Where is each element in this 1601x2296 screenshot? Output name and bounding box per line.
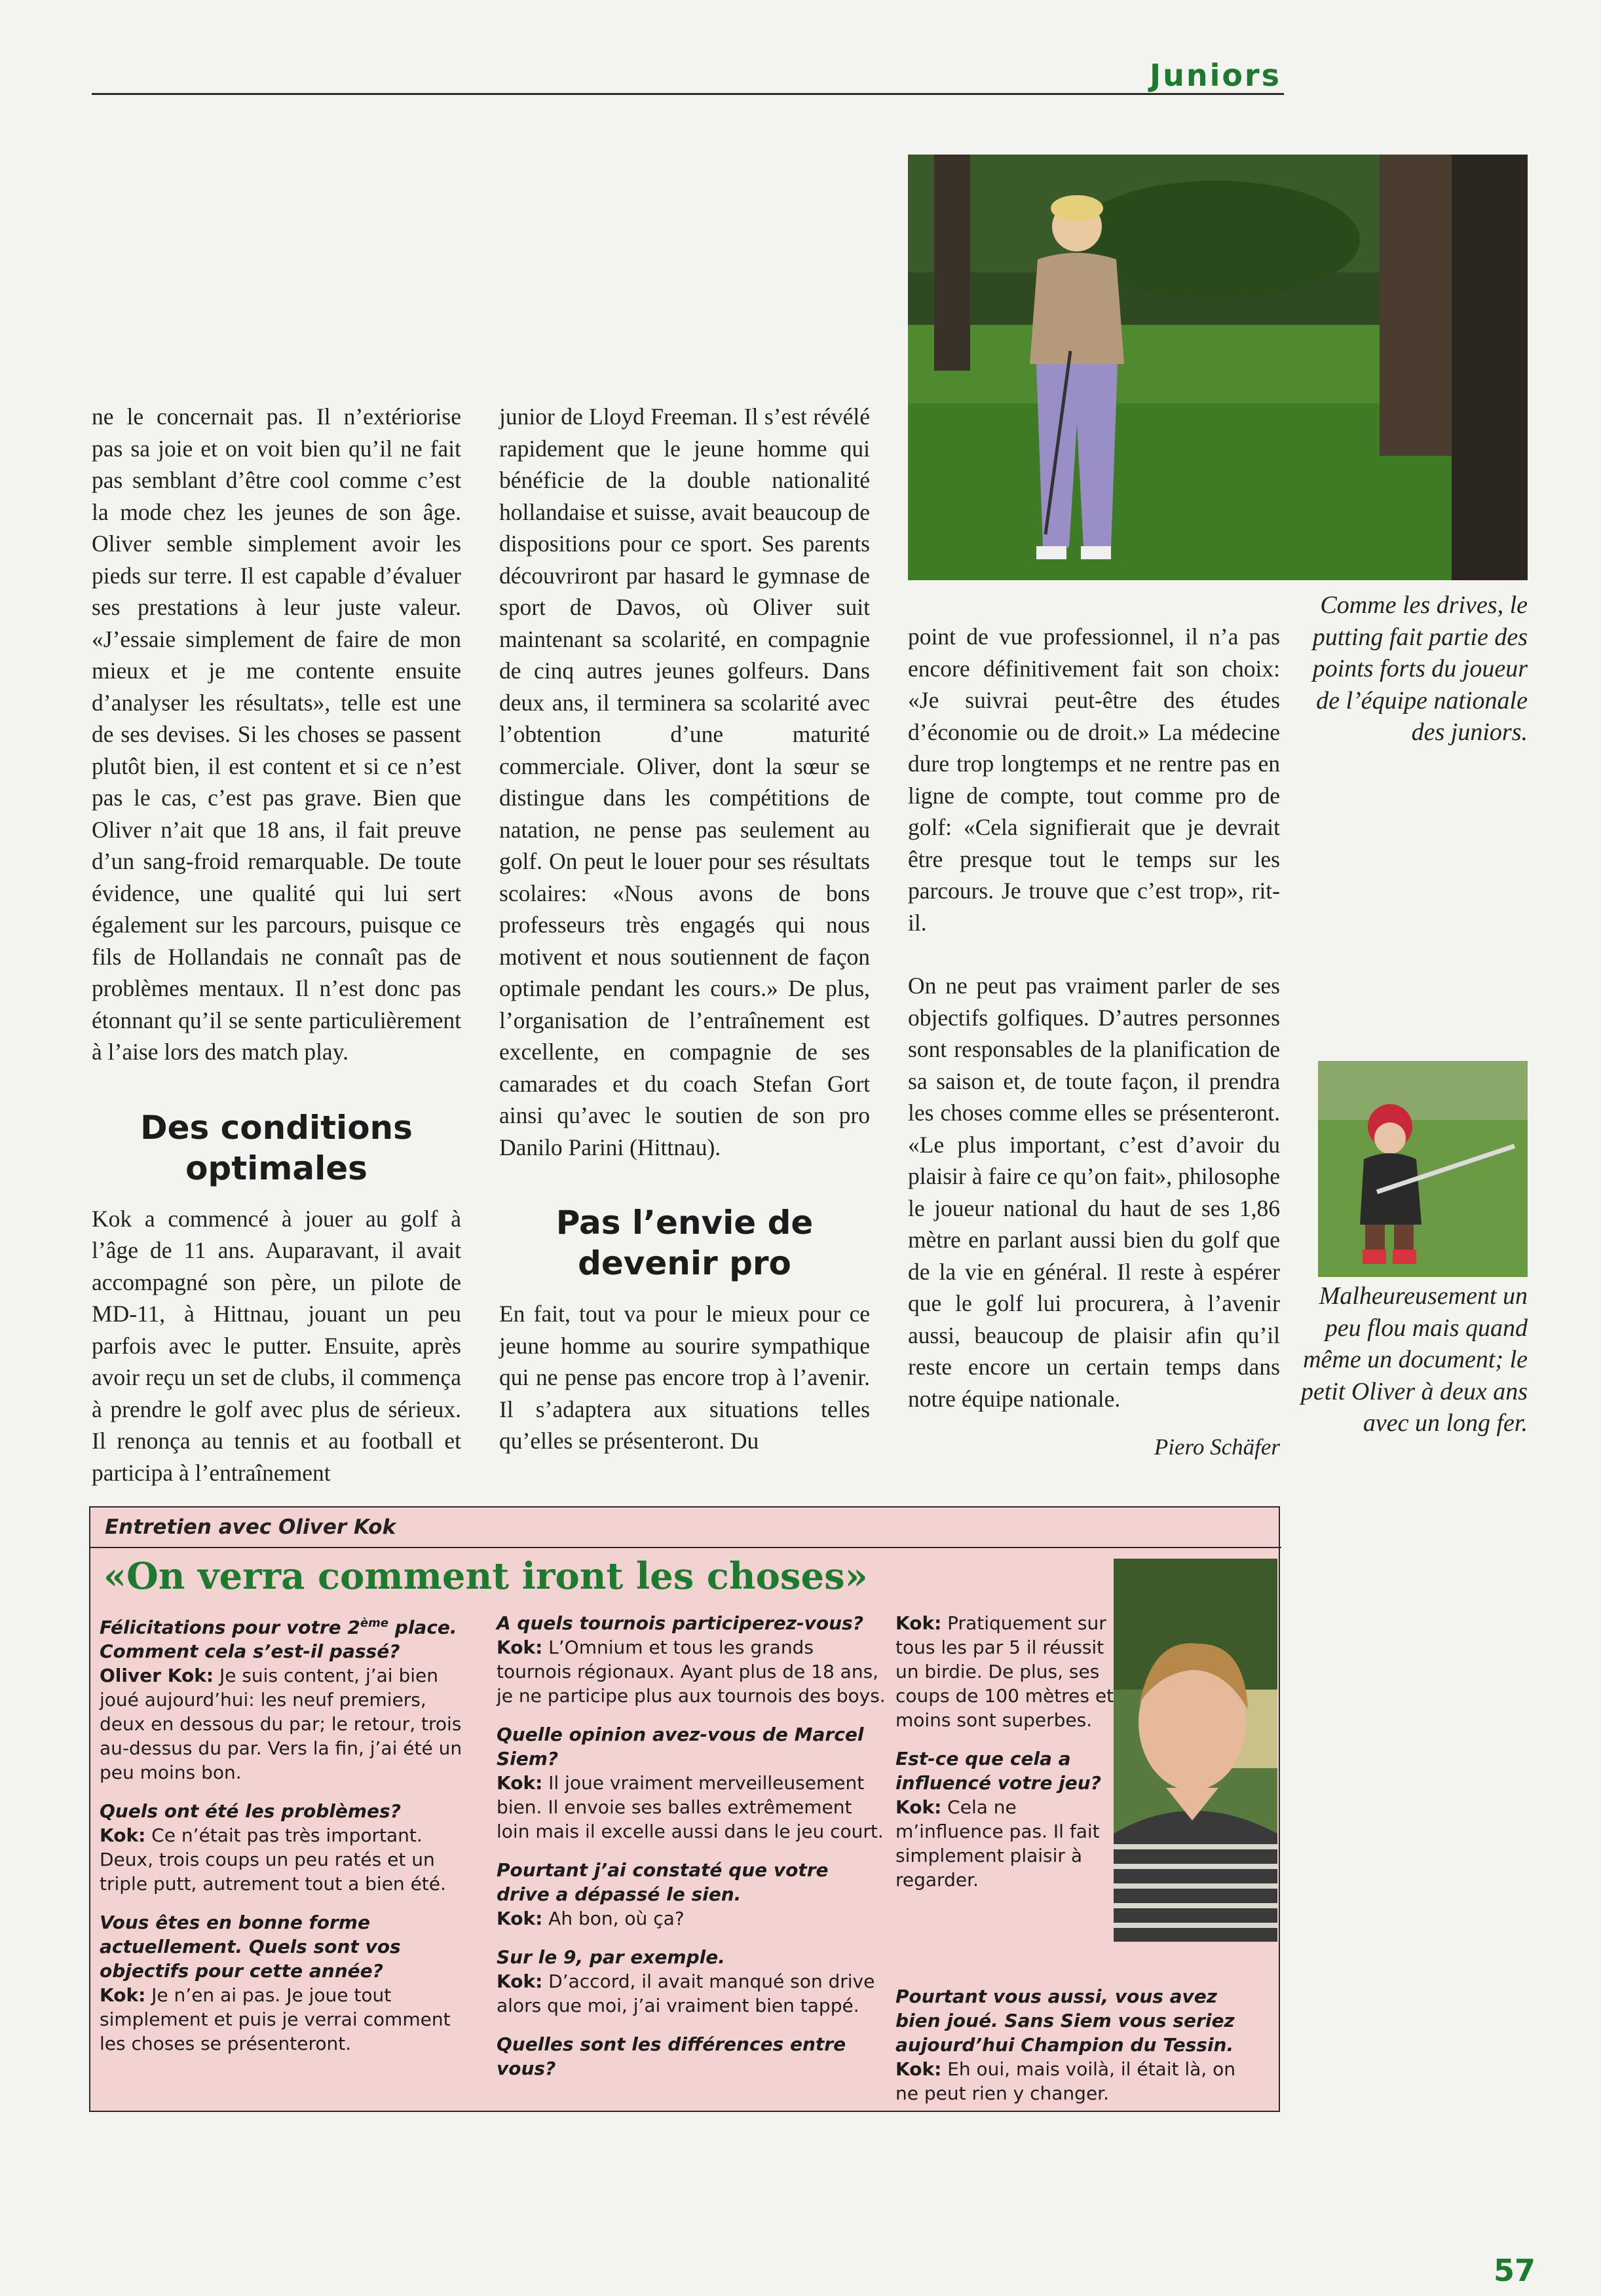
interview-question: Quelles sont les différences entre vous? [497,2033,846,2079]
interview-column-3 [895,1611,1121,1906]
photo-caption-child: Malheureusement un peu flou mais quand même un document; le petit Oliver à deux ans avec un long fer. [1300,1282,1528,1437]
article-paragraph: point de vue professionnel, il n’a pas encore définitivement fait son choix: «Je suivrai peut-être des études d’économie ou de droit.» La médecine dure trop longtemps et ne rentre pas en ligne de compte, tout comme pro de golf: «Cela signifierait que je devrait être presque tout le temps sur les parcours. Je trouve que c’est trop», rit-il. [908,623,1280,936]
interview-answer: Oliver Kok: Je suis content, j’ai bien joué aujourd’hui: les neuf premiers, deux en dessous du par; le retour, trois au-dessus du par. Vers la fin, j’ai été un peu moins bon. [100,1665,462,1784]
article-column-1 [92,401,461,1489]
interview-answer: Kok: D’accord, il avait manqué son drive alors que moi, j’ai vraiment bien tappé. [497,1971,875,2016]
article-paragraph: En fait, tout va pour le mieux pour ce jeune homme au sourire sympathique qui ne pense pas encore trop à l’avenir. Il s’adaptera aux situations telles qu’elles se présenteront. Du [499,1301,870,1454]
interview-column-3-bottom [895,1984,1262,2120]
interview-answer: Kok: Ce n’était pas très important. Deux, trois coups un peu ratés et un triple putt, autrement tout a bien été. [100,1824,446,1895]
oliver-kok-portrait-photo [1114,1559,1277,1942]
golfer-putting-photo [908,155,1528,580]
interview-answer: Kok: Je n’en ai pas. Je joue tout simplement et puis je verrai comment les choses se présenteront. [100,1984,451,2055]
article-paragraph: On ne peut pas vraiment parler de ses objectifs golfiques. D’autres personnes sont responsables de la planification de sa saison et, de toute façon, il prendra les choses comme elles se présenteront. «Le plus important, c’est d’avoir du plaisir à faire ce qu’on fait», philosophe le joueur national du haut de ses 1,86 mètre en parlant aussi bien du golf que de la vie en général. Il reste à espérer que le golf lui procurera, à l’avenir aussi, beaucoup de plaisir afin qu’il reste encore un certain temps dans notre équipe nationale. [908,972,1280,1412]
interview-question: Quels ont été les problèmes? [100,1800,401,1823]
photo-caption-putting: Comme les drives, le putting fait partie des points forts du joueur de l’équipe nationale des juniors. [1312,591,1528,746]
page-number: 57 [1494,2253,1536,2288]
article-column-2 [499,401,870,1457]
interview-question: Pourtant vous aussi, vous avez bien joué. Sans Siem vous seriez aujourd’hui Champion du Tessin. [895,1986,1235,2056]
section-label: Juniors [1149,58,1281,93]
article-paragraph: ne le concernait pas. Il n’extériorise pas sa joie et on voit bien qu’il ne fait pas semblant d’être cool comme c’est la mode chez les jeunes de son âge. Oliver semble simplement avoir les pieds sur terre. Il est capable d’évaluer ses prestations à leur juste valeur. «J’essaie simplement de faire de mon mieux et je me contente ensuite d’analyser les résultats», telle est une de ses devises. Si les choses se passent plutôt bien, il est content et si ce n’est pas le cas, c’est pas grave. Bien que Oliver n’ait que 18 ans, il fait preuve d’un sang-froid remarquable. De toute évidence, une qualité qui lui sert également sur les parcours, puisque ce fils de Hollandais ne connaît pas de problèmes mentaux. Il n’est donc pas étonnant qu’il se sente particulièrement à l’aise lors des match play. [92,403,461,1065]
interview-answer: Kok: Il joue vraiment merveilleusement bien. Il envoie ses balles extrêmement loin mais il excelle aussi dans le jeu court. [497,1772,884,1842]
interview-answer: Kok: Ah bon, où ça? [497,1908,685,1929]
interview-title: «On verra comment iront les choses» [104,1555,868,1598]
interview-answer: Kok: Cela ne m’influence pas. Il fait simplement plaisir à regarder. [895,1796,1100,1891]
header-rule [92,93,1284,95]
interview-question: Est-ce que cela a influencé votre jeu? [895,1748,1101,1794]
article-paragraph: Kok a commencé à jouer au golf à l’âge de 11 ans. Auparavant, il avait accompagné son père, un pilote de MD-11, à Hittnau, jouant un peu parfois avec le putter. Ensuite, après avoir reçu un set de clubs, il commença à prendre le golf avec plus de sérieux. Il renonça au tennis et au football et participa à l’entraînement [92,1205,461,1486]
author-signature: Piero Schäfer [1154,1434,1280,1460]
interview-column-1 [100,1611,466,2070]
article-column-3 [908,621,1280,1415]
interview-answer: Kok: Pratiquement sur tous les par 5 il réussit un birdie. De plus, ses coups de 100 mètres et moins sont superbes. [895,1612,1114,1731]
interview-question: Quelle opinion avez-vous de Marcel Siem? [497,1724,864,1769]
interview-question: Pourtant j’ai constaté que votre drive a dépassé le sien. [497,1859,829,1905]
interview-question: Sur le 9, par exemple. [497,1946,725,1968]
article-paragraph: junior de Lloyd Freeman. Il s’est révélé rapidement que le jeune homme qui bénéficie de la double nationalité hollandaise et suisse, avait beaucoup de dispositions pour ce sport. Ses parents découvriront par hasard le gymnase de sport de Davos, où Oliver suit maintenant sa scolarité, en compagnie de cinq autres jeunes golfeurs. Dans deux ans, il terminera sa scolarité avec l’obtention d’une maturité commerciale. Oliver, dont la sœur se distingue dans les compétitions de natation, ne pense pas seulement au golf. On peut le louer pour ses résultats scolaires: «Nous avons de bons professeurs très engagés qui nous motivent et nous soutiennent de façon optimale pendant les cours.» De plus, l’organisation de l’entraînement est excellente, en compagnie de ses camarades et du coach Stefan Gort ainsi qu’avec le soutien de son pro Danilo Parini (Hittnau). [499,403,870,1160]
subheading-pro: Pas l’envie de devenir pro [556,1204,814,1282]
interview-column-2 [497,1611,886,2095]
interview-question: Vous êtes en bonne forme actuellement. Quels sont vos objectifs pour cette année? [100,1912,401,1982]
interview-kicker: Entretien avec Oliver Kok [105,1515,396,1539]
interview-answer: Kok: L’Omnium et tous les grands tournois régionaux. Ayant plus de 18 ans, je ne participe plus aux tournois des boys. [497,1637,886,1707]
subheading-conditions: Des conditions optimales [140,1108,413,1187]
interview-rule [90,1547,1281,1548]
interview-question: A quels tournois participerez-vous? [497,1612,863,1634]
interview-answer: Kok: Eh oui, mais voilà, il était là, on ne peut rien y changer. [895,2058,1235,2104]
interview-question: Félicitations pour votre 2ème place. Comment cela s’est-il passé? [100,1616,457,1663]
child-golfer-photo [1318,1061,1528,1277]
interview-box [89,1506,1280,2112]
